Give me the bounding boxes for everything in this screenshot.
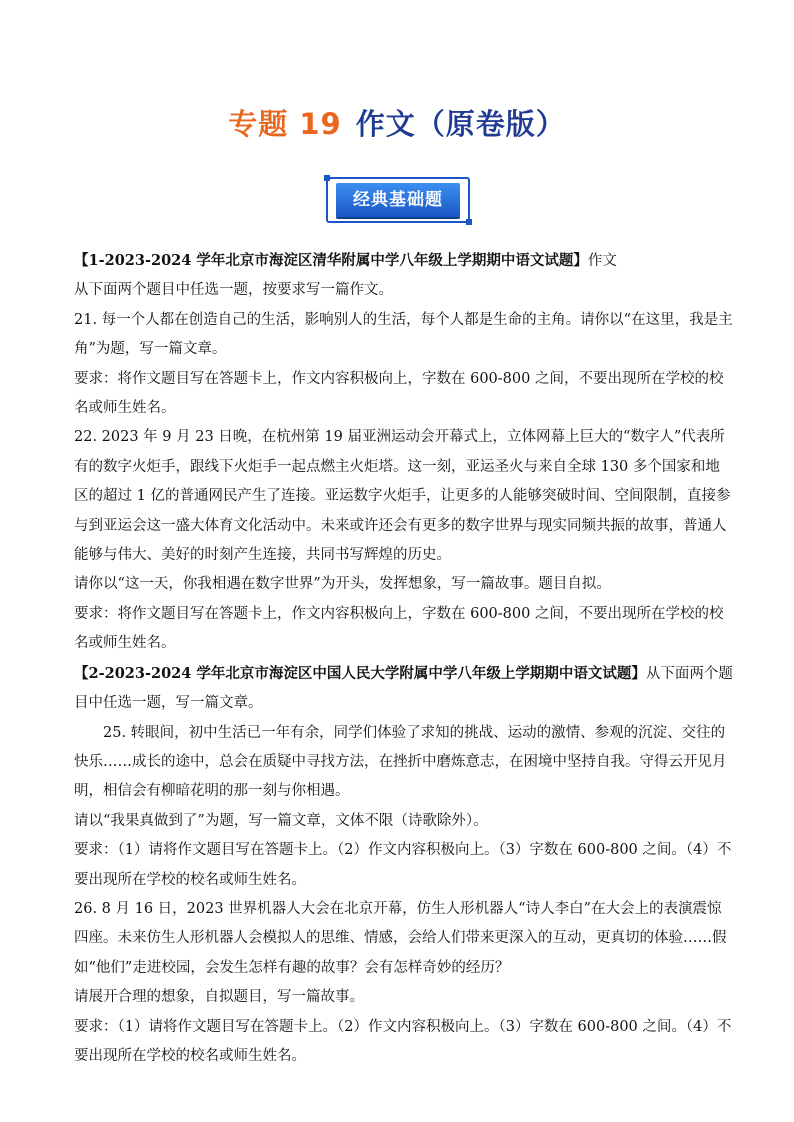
requirement-text: 要求：（1）请将作文题目写在答题卡上。（2）作文内容积极向上。（3）字数在 600-800 之间。（4）不要出现所在学校的校名或师生姓名。	[74, 842, 732, 888]
requirement-text: 要求：将作文题目写在答题卡上，作文内容积极向上，字数在 600-800 之间，不要出现所在学校的校名或师生姓名。	[74, 605, 724, 652]
source-title: 【2-2023-2024 学年北京市海淀区中国人民大学附属中学八年级上学期期中语文试题】	[74, 664, 646, 682]
source-heading-1	[74, 246, 734, 276]
question-22: 22. 2023 年 9 月 23 日晚，在杭州第 19 届亚洲运动会开幕式上，立体网幕上巨大的“数字人”代表所有的数字火炬手，跟线下火炬手一起点燃主火炬塔。这一刻，亚运圣火与来自全球 130 多个国家和地区的超过 1 亿的普通网民产生了连接。亚运数字火炬手，让更多的人能够突破时间、空间限制，直接参与到亚运会这一盛大体育文化活动中。未来或许还会有更多的数字世界与现实同频共振的故事，普通人能够与伟大、美好的时刻产生连接，共同书写辉煌的历史。	[74, 429, 731, 564]
source-tail: 作文	[587, 253, 617, 269]
title-subject: 作文（原卷版）	[355, 107, 566, 141]
prompt-text: 请展开合理的想象，自拟题目，写一篇故事。	[74, 989, 364, 1006]
requirement-text: 要求：（1）请将作文题目写在答题卡上。（2）作文内容积极向上。（3）字数在 600-800 之间。（4）不要出现所在学校的校名或师生姓名。	[74, 1018, 732, 1064]
question-21: 21. 每一个人都在创造自己的生活，影响别人的生活，每个人都是生命的主角。请你以“在这里，我是主角”为题，写一篇文章。	[74, 311, 733, 358]
page-title	[0, 104, 794, 144]
badge-corner-tl	[324, 175, 330, 181]
badge-label: 经典基础题	[336, 183, 460, 217]
document-body	[74, 246, 734, 1071]
section-badge	[326, 177, 470, 223]
badge-corner-br	[466, 219, 472, 225]
instruction-text: 从下面两个题目中任选一题，按要求写一篇作文。	[74, 282, 393, 299]
source-title: 【1-2023-2024 学年北京市海淀区清华附属中学八年级上学期期中语文试题】	[74, 252, 588, 269]
source-tail: 从下面两个题目中任选一题，写一篇文章。	[74, 665, 733, 712]
requirement-text: 要求：将作文题目写在答题卡上，作文内容积极向上，字数在 600-800 之间，不要出现所在学校的校名或师生姓名。	[74, 370, 724, 417]
prompt-text: 请以“我果真做到了”为题，写一篇文章，文体不限（诗歌除外）。	[74, 812, 488, 829]
question-26: 26. 8 月 16 日，2023 世界机器人大会在北京开幕，仿生人形机器人“诗人李白”在大会上的表演震惊四座。未来仿生人形机器人会模拟人的思维、情感，会给人们带来更深入的互动，更真切的体验……假如“他们”走进校园，会发生怎样有趣的故事？会有怎样奇妙的经历？	[74, 900, 727, 976]
source-heading-2	[74, 659, 734, 719]
prompt-text: 请你以“这一天，你我相遇在数字世界”为开头，发挥想象，写一篇故事。题目自拟。	[74, 576, 611, 593]
title-topic-number: 专题 19	[228, 107, 342, 141]
question-25: 25. 转眼间，初中生活已一年有余，同学们体验了求知的挑战、运动的激情、参观的沉淀、交往的快乐……成长的途中，总会在质疑中寻找方法，在挫折中磨炼意志，在困境中坚持自我。守得云开见月明，相信会有柳暗花明的那一刻与你相遇。	[74, 724, 727, 800]
